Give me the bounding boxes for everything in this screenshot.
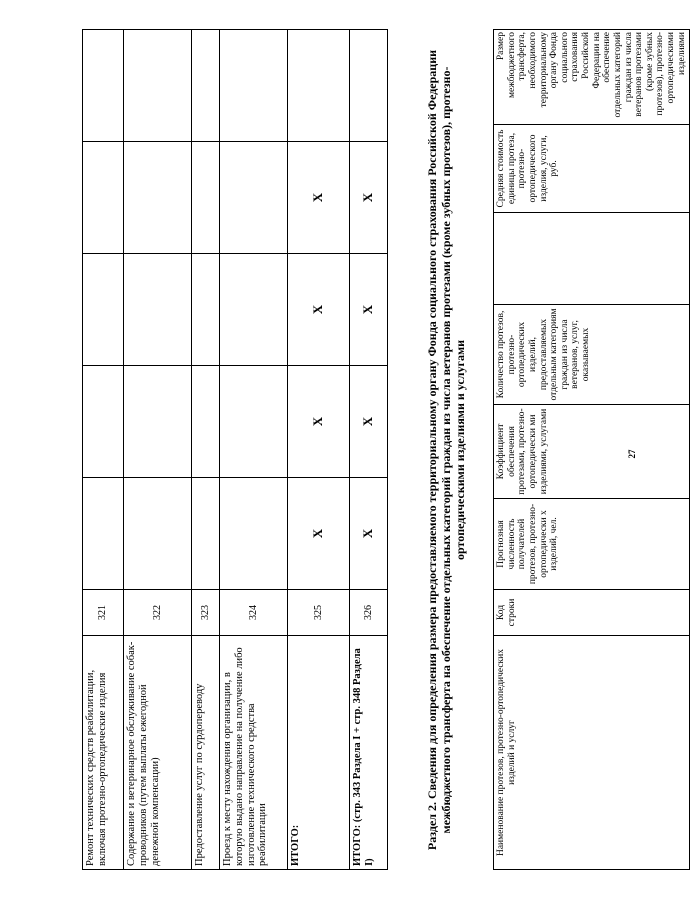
column-header-code: Код строки [494,590,690,636]
cell [192,142,220,254]
cell [124,254,192,366]
page-number: 27 [627,449,637,459]
column-header-transfer-size: Размер межбюджетного трансферта, необходимого территориальному органу Фонда социального страхования Российской Федерации на обеспечение отдельных категорий граждан из числа ветеранов протезами (кроме зубных протезов), протезно-ортопедическими изделиями [494,30,690,125]
cell: Х [350,478,388,590]
column-header-forecast: Прогнозная численность получателей протезов, протезно-ортопедически х изделий, чел. [494,499,690,590]
cell [192,366,220,478]
cell: Х [350,254,388,366]
row-code: 324 [220,590,288,636]
cell [83,478,124,590]
header-row [494,30,690,870]
cell [220,366,288,478]
table-row [350,30,388,870]
section2-title: Раздел 2. Сведения для определения размера предоставляемого территориальному органу Фонда социального страхования Российской Федерации межбюджетного трансферта на обеспечение отдельных категорий граждан из числа ветеранов протезами (кроме зубных протезов), протезно-ортопедическими изделиями и услугами [425,49,468,851]
cell: Х [288,366,350,478]
cell [124,366,192,478]
row-name: Предоставление услуг по сурдопереводу [192,636,220,870]
cell: Х [350,366,388,478]
row-name: ИТОГО: (стр. 343 Раздела I + стр. 348 Раздела I) [350,636,388,870]
table-row [288,30,350,870]
row-name: Проезд к месту нахождения организации, в которую выдано направление на получение либо изготовление технического средства реабилитации [220,636,288,870]
cell [124,478,192,590]
cell [192,478,220,590]
table-row [220,30,288,870]
cell [288,30,350,142]
table-row [192,30,220,870]
cell [220,142,288,254]
cell [124,30,192,142]
row-name: Ремонт технических средств реабилитации, включая протезно-ортопедические изделия [83,636,124,870]
cell [83,30,124,142]
cell: Х [288,254,350,366]
row-name: Содержание и ветеринарное обслуживание собак-проводников (путем выплаты ежегодной денежной компенсации) [124,636,192,870]
section1-table [82,29,388,870]
cell [83,254,124,366]
column-header-quantity: Количество протезов, протезно-ортопедических изделий, предоставляемых отдельным категориям граждан из числа ветеранов, услуг, оказываемых [494,305,690,405]
rotated-sheet [50,30,687,870]
column-header-blank [494,213,690,305]
cell [220,254,288,366]
cell [350,30,388,142]
row-code: 323 [192,590,220,636]
cell [83,142,124,254]
cell [192,254,220,366]
column-header-average-cost: Средняя стоимость единицы протеза, протезно-ортопедического изделия, услуги, руб. [494,125,690,213]
cell: Х [288,142,350,254]
cell: Х [288,478,350,590]
row-name: ИТОГО: [288,636,350,870]
cell [192,30,220,142]
cell [220,30,288,142]
table-row [124,30,192,870]
column-header-coefficient: Коэффициент обеспечения протезами, протезно-ортопедически ми изделиями, услугами [494,405,690,499]
column-header-name: Наименование протезов, протезно-ортопедических изделий и услуг [494,636,690,870]
row-code: 325 [288,590,350,636]
cell [83,366,124,478]
row-code: 322 [124,590,192,636]
section2-header-table [493,29,690,870]
cell [220,478,288,590]
row-code: 326 [350,590,388,636]
cell: Х [350,142,388,254]
cell [124,142,192,254]
row-code: 321 [83,590,124,636]
table-row [83,30,124,870]
